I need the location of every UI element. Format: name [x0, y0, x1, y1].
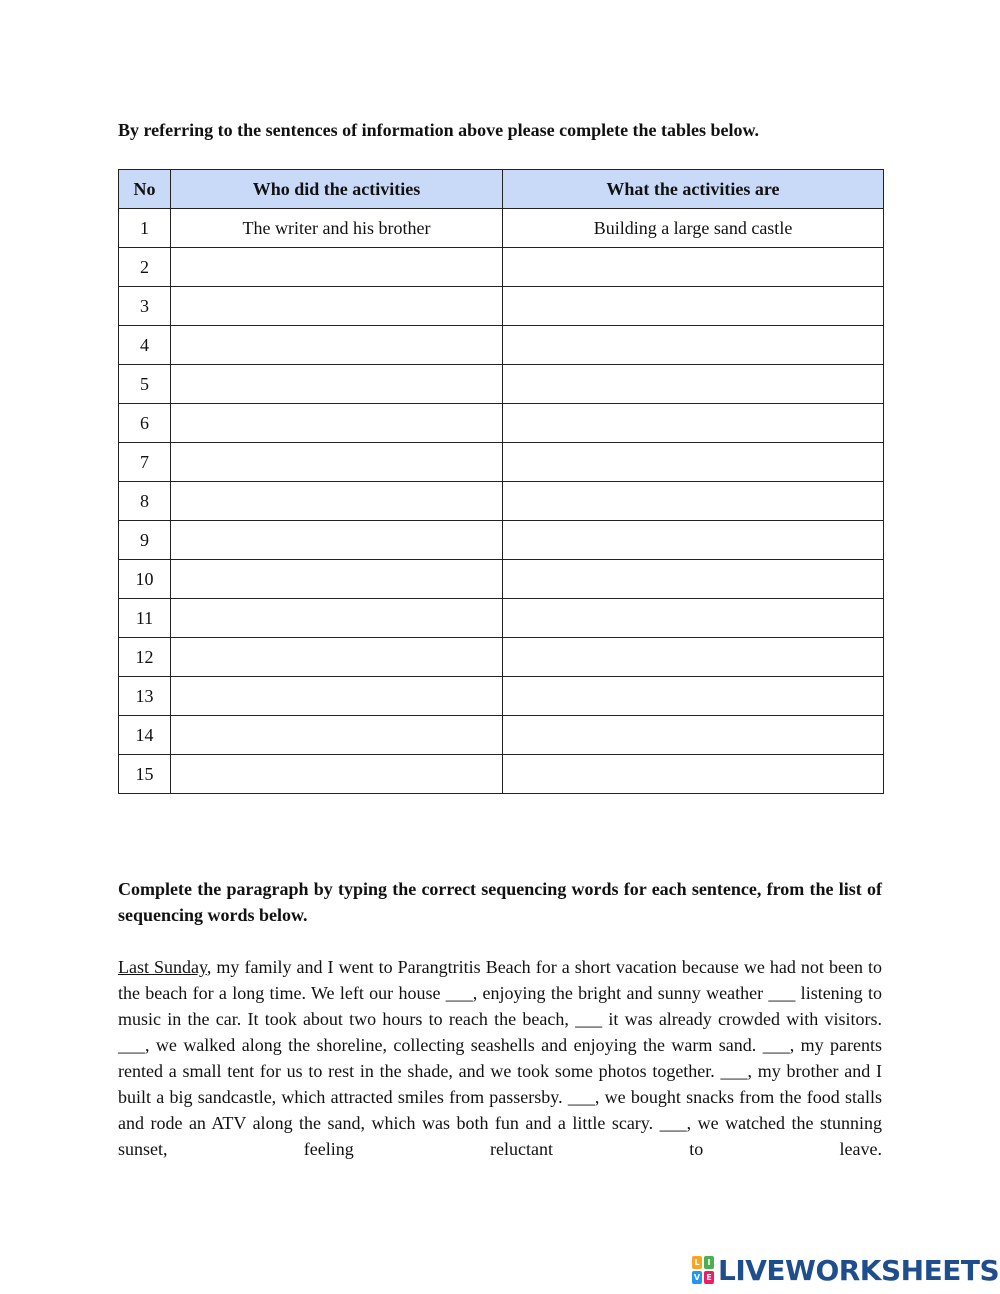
- paragraph-opening: Last Sunday: [118, 957, 207, 977]
- table-row: [119, 560, 884, 599]
- logo-badge-icon: [692, 1256, 714, 1284]
- table-row: [119, 677, 884, 716]
- table-row: [119, 755, 884, 794]
- table-row: [119, 521, 884, 560]
- liveworksheets-logo: [692, 1253, 999, 1287]
- header-no: No: [119, 170, 171, 209]
- cell-what[interactable]: [503, 755, 884, 794]
- cell-no: 6: [119, 404, 171, 443]
- table-row: [119, 404, 884, 443]
- cell-no: 5: [119, 365, 171, 404]
- cell-who[interactable]: [171, 638, 503, 677]
- cell-what[interactable]: [503, 248, 884, 287]
- table-header-row: [119, 170, 884, 209]
- cell-who[interactable]: [171, 716, 503, 755]
- table-body: [119, 209, 884, 794]
- table-row: [119, 365, 884, 404]
- cell-who[interactable]: [171, 287, 503, 326]
- logo-badge-letter: V: [693, 1273, 701, 1282]
- cell-no: 7: [119, 443, 171, 482]
- cell-no: 13: [119, 677, 171, 716]
- cell-who[interactable]: [171, 443, 503, 482]
- cell-what[interactable]: [503, 521, 884, 560]
- table-row: [119, 209, 884, 248]
- cell-no: 10: [119, 560, 171, 599]
- cell-who[interactable]: The writer and his brother: [171, 209, 503, 248]
- cell-who[interactable]: [171, 521, 503, 560]
- table-row: [119, 443, 884, 482]
- cell-what[interactable]: [503, 404, 884, 443]
- table-row: [119, 638, 884, 677]
- cell-no: 14: [119, 716, 171, 755]
- cell-who[interactable]: [171, 365, 503, 404]
- cell-no: 11: [119, 599, 171, 638]
- logo-text: LIVEWORKSHEETS: [718, 1253, 1000, 1287]
- logo-badge-letter: L: [692, 1256, 702, 1269]
- paragraph-body: , my family and I went to Parangtritis Beach for a short vacation because we had not been to the beach for a long time. We left our house ___, enjoying the bright and sunny weather ___ listening to music in the car. It took about two hours to reach the beach, ___ it was already crowded with visitors. ___, we walked along the shoreline, collecting seashells and enjoying the warm sand. ___, my parents rented a small tent for us to rest in the shade, and we took some photos together. ___, my brother and I built a big sandcastle, which attracted smiles from passersby. ___, we bought snacks from the food stalls and rode an ATV along the sand, which was both fun and a little scary. ___, we watched the stunning sunset, feeling reluctant to leave.: [118, 957, 882, 1159]
- cell-what[interactable]: [503, 443, 884, 482]
- table-row: [119, 599, 884, 638]
- table-row: [119, 248, 884, 287]
- cell-who[interactable]: [171, 482, 503, 521]
- cell-who[interactable]: [171, 677, 503, 716]
- table-row: [119, 326, 884, 365]
- cell-who[interactable]: [171, 326, 503, 365]
- cell-who[interactable]: [171, 560, 503, 599]
- cell-what[interactable]: [503, 287, 884, 326]
- cell-what[interactable]: [503, 677, 884, 716]
- story-paragraph: [118, 954, 882, 1162]
- cell-what[interactable]: [503, 599, 884, 638]
- cell-who[interactable]: [171, 755, 503, 794]
- logo-badge-letter: E: [704, 1271, 714, 1284]
- cell-no: 1: [119, 209, 171, 248]
- cell-no: 9: [119, 521, 171, 560]
- paragraph-instruction: Complete the paragraph by typing the correct sequencing words for each sentence, from the list of sequencing words below.: [118, 879, 882, 925]
- table-instruction: By referring to the sentences of information above please complete the tables below.: [118, 120, 760, 140]
- table-row: [119, 716, 884, 755]
- cell-what[interactable]: [503, 716, 884, 755]
- table-row: [119, 287, 884, 326]
- cell-who[interactable]: [171, 599, 503, 638]
- activities-table: [118, 169, 884, 794]
- table-row: [119, 482, 884, 521]
- cell-who[interactable]: [171, 404, 503, 443]
- cell-what[interactable]: [503, 365, 884, 404]
- cell-no: 8: [119, 482, 171, 521]
- cell-what[interactable]: [503, 638, 884, 677]
- cell-no: 12: [119, 638, 171, 677]
- cell-who[interactable]: [171, 248, 503, 287]
- header-who: Who did the activities: [171, 170, 503, 209]
- cell-what[interactable]: Building a large sand castle: [503, 209, 884, 248]
- cell-no: 15: [119, 755, 171, 794]
- cell-what[interactable]: [503, 326, 884, 365]
- cell-no: 3: [119, 287, 171, 326]
- logo-badge-letter: I: [704, 1256, 714, 1269]
- cell-what[interactable]: [503, 560, 884, 599]
- cell-what[interactable]: [503, 482, 884, 521]
- cell-no: 4: [119, 326, 171, 365]
- cell-no: 2: [119, 248, 171, 287]
- header-what: What the activities are: [503, 170, 884, 209]
